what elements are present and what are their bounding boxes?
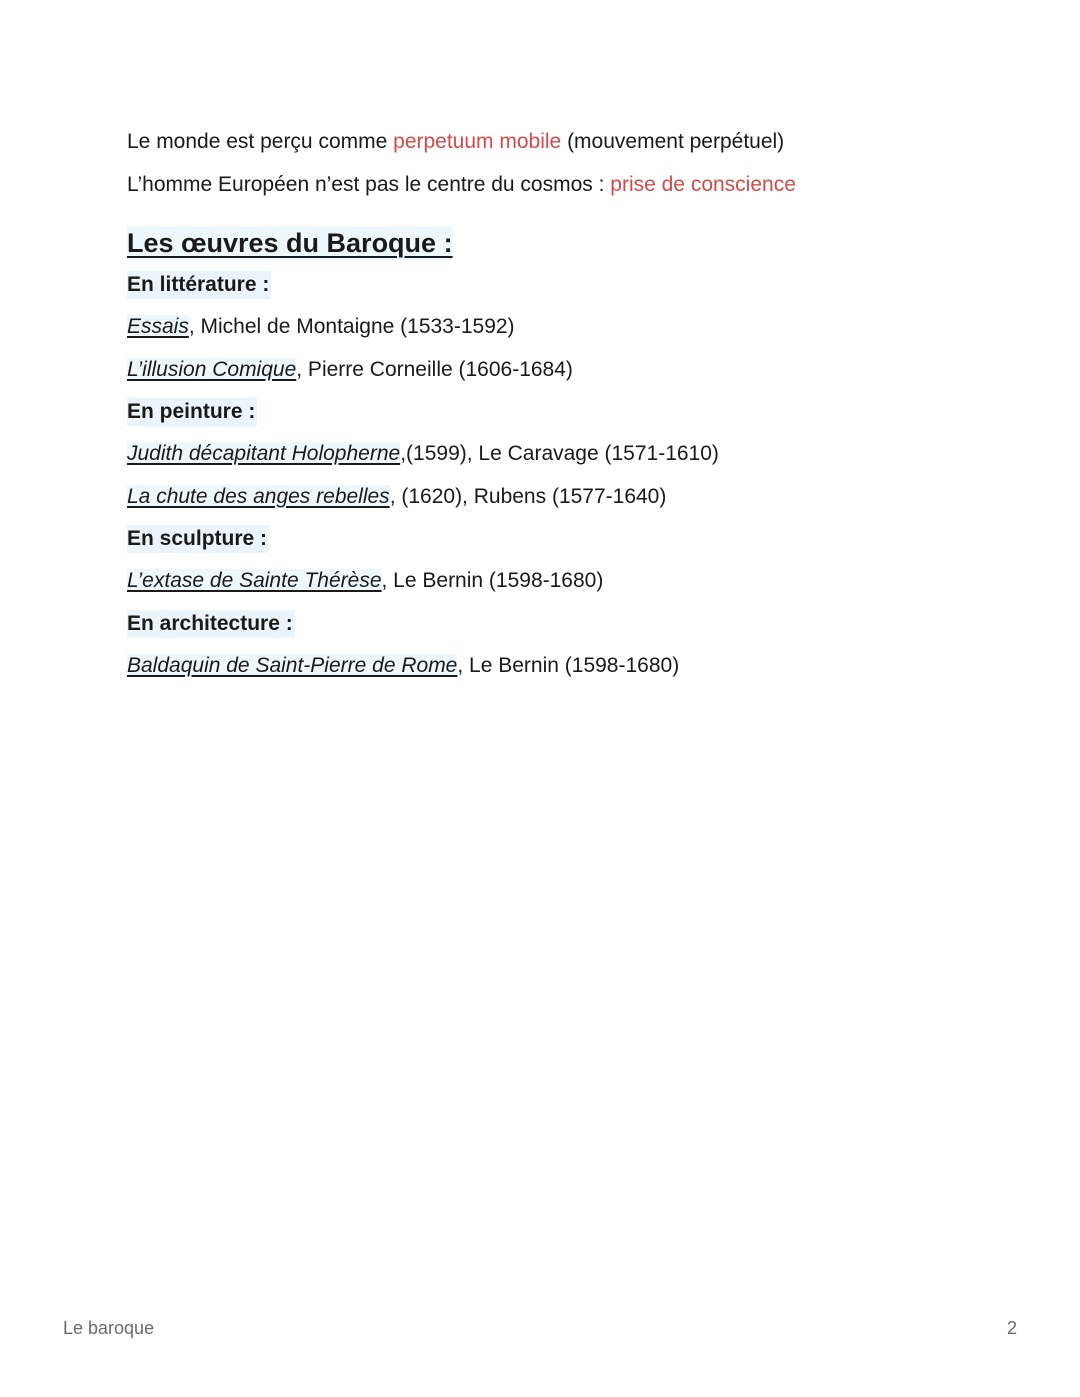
work-entry: [127, 567, 603, 595]
intro-text: (mouvement perpétuel): [561, 130, 785, 153]
work-entry: [127, 440, 719, 468]
work-title: Judith décapitant Holopherne: [127, 442, 401, 465]
intro-text: L’homme Européen n’est pas le centre du cosmos :: [127, 173, 611, 196]
work-details: , Le Bernin (1598-1680): [457, 654, 680, 677]
work-entry: [127, 313, 515, 341]
section-heading: Les œuvres du Baroque :: [127, 228, 453, 258]
work-title: Baldaquin de Saint-Pierre de Rome: [127, 654, 458, 677]
work-title: La chute des anges rebelles: [127, 485, 390, 508]
work-details: , Pierre Corneille (1606-1684): [296, 358, 573, 381]
footer-title: Le baroque: [63, 1318, 155, 1338]
intro-line-perpetuum: [127, 128, 784, 156]
work-entry: [127, 483, 666, 511]
work-entry: [127, 652, 679, 680]
work-title: Essais: [127, 315, 189, 338]
work-title: L’extase de Sainte Thérèse: [127, 569, 382, 592]
intro-highlight: prise de conscience: [610, 173, 796, 196]
work-details: ,(1599), Le Caravage (1571-1610): [400, 442, 719, 465]
category-heading-litterature: En littérature :: [127, 271, 271, 299]
work-details: , Michel de Montaigne (1533-1592): [188, 315, 515, 338]
work-title: L’illusion Comique: [127, 358, 297, 381]
work-details: , Le Bernin (1598-1680): [381, 569, 604, 592]
intro-highlight: perpetuum mobile: [393, 130, 562, 153]
category-heading-sculpture: En sculpture :: [127, 525, 269, 553]
page-number: 2: [1006, 1318, 1017, 1338]
category-heading-architecture: En architecture :: [127, 610, 295, 638]
work-entry: [127, 356, 573, 384]
intro-line-cosmos: [127, 171, 796, 199]
intro-text: Le monde est perçu comme: [127, 130, 394, 153]
work-details: , (1620), Rubens (1577-1640): [389, 485, 667, 508]
category-heading-peinture: En peinture :: [127, 398, 257, 426]
